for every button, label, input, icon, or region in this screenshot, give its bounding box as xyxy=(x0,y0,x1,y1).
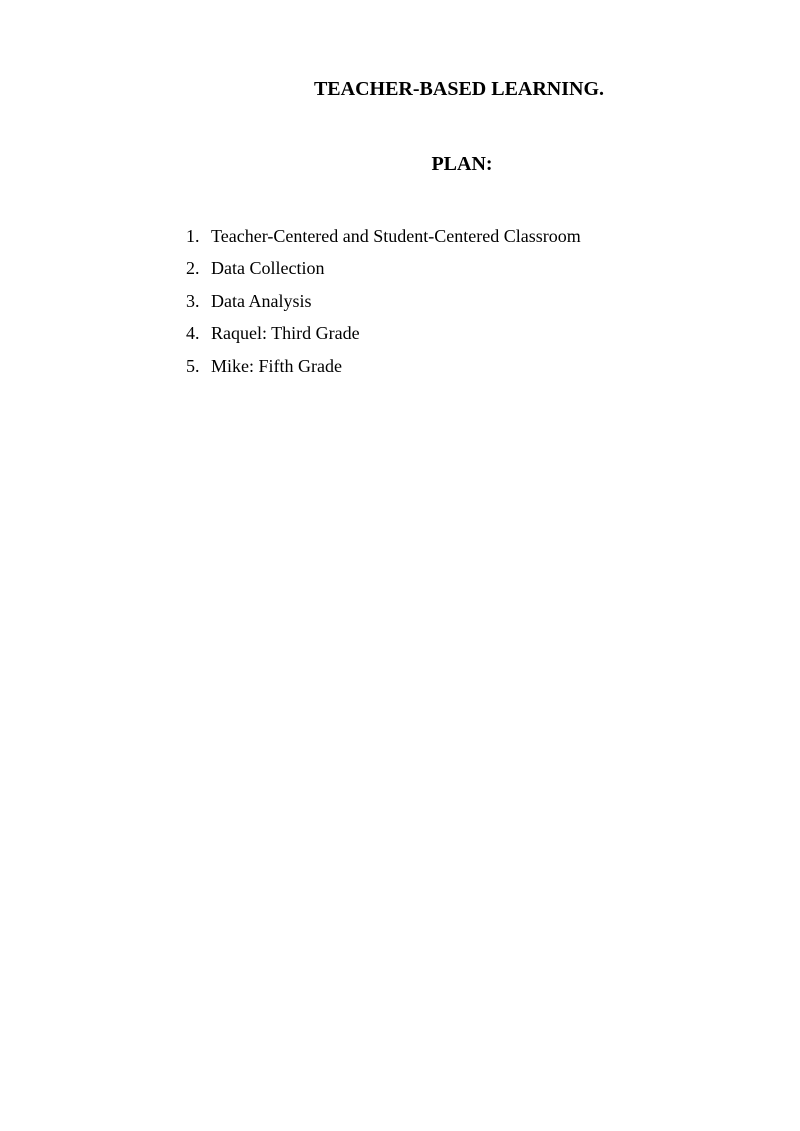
list-item-text: Data Analysis xyxy=(211,290,312,311)
list-item-text: Raquel: Third Grade xyxy=(211,323,360,344)
list-item-text: Data Collection xyxy=(211,258,325,279)
list-item-number: 3. xyxy=(186,290,200,311)
list-item xyxy=(186,322,581,354)
list-item-text: Mike: Fifth Grade xyxy=(211,355,342,376)
list-item-number: 5. xyxy=(186,355,200,376)
list-item-number: 4. xyxy=(186,323,200,344)
plan-list xyxy=(186,225,581,387)
list-item xyxy=(186,257,581,289)
list-item xyxy=(186,225,581,257)
list-item xyxy=(186,290,581,322)
plan-heading: PLAN: xyxy=(431,153,493,175)
list-item-number: 2. xyxy=(186,258,200,279)
list-item-text: Teacher-Centered and Student-Centered Classroom xyxy=(211,226,581,246)
list-item-number: 1. xyxy=(186,226,200,246)
document-title: TEACHER-BASED LEARNING. xyxy=(313,78,605,100)
list-item xyxy=(186,355,581,387)
